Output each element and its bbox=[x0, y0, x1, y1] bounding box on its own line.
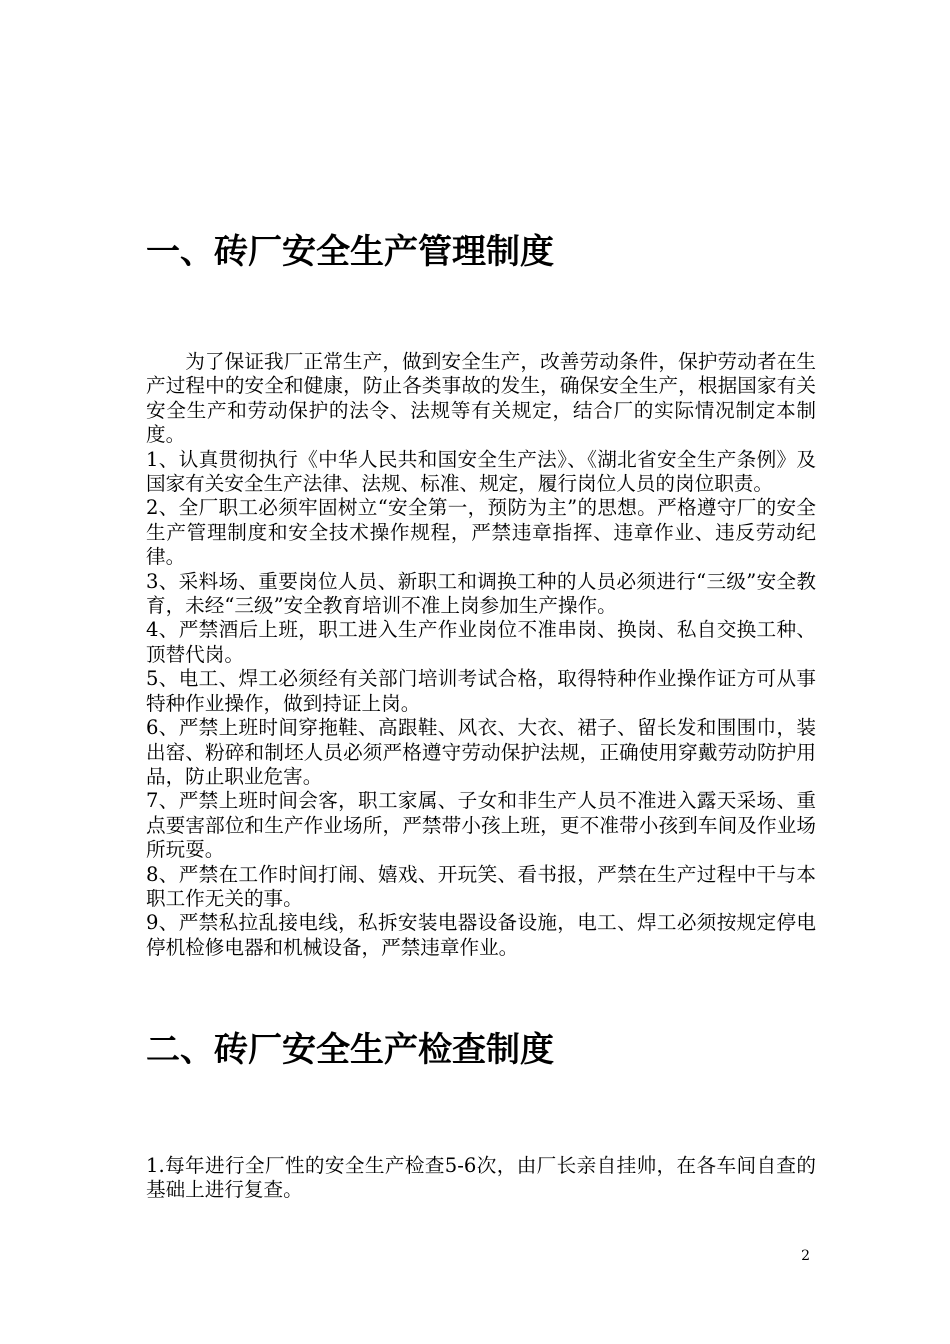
section-2-heading: 二、砖厂安全生产检查制度 bbox=[146, 1030, 554, 1070]
section-2-body bbox=[146, 1154, 816, 1203]
section-1-body bbox=[146, 350, 816, 960]
rule-item-7: 7、严禁上班时间会客，职工家属、子女和非生产人员不准进入露天采场、重点要害部位和生产作业场所，严禁带小孩上班，更不准带小孩到车间及作业场所玩耍。 bbox=[146, 789, 816, 862]
rule-item-3: 3、采料场、重要岗位人员、新职工和调换工种的人员必须进行“三级”安全教育，未经“三级”安全教育培训不准上岗参加生产操作。 bbox=[146, 569, 816, 618]
rule-item-2: 2、全厂职工必须牢固树立“安全第一，预防为主”的思想。严格遵守厂的安全生产管理制度和安全技术操作规程，严禁违章指挥、违章作业、违反劳动纪律。 bbox=[146, 496, 816, 569]
section-1-heading: 一、砖厂安全生产管理制度 bbox=[146, 232, 554, 272]
inspection-item-1: 1.每年进行全厂性的安全生产检查5-6次，由厂长亲自挂帅，在各车间自查的基础上进行复查。 bbox=[146, 1154, 816, 1202]
page-number: 2 bbox=[801, 1248, 810, 1264]
rule-item-9: 9、严禁私拉乱接电线，私拆安装电器设备设施，电工、焊工必须按规定停电停机检修电器和机械设备，严禁违章作业。 bbox=[146, 911, 816, 959]
intro-paragraph: 为了保证我厂正常生产，做到安全生产，改善劳动条件，保护劳动者在生产过程中的安全和健康，防止各类事故的发生，确保安全生产，根据国家有关安全生产和劳动保护的法令、法规等有关规定，结合厂的实际情况制定本制度。 bbox=[146, 350, 816, 447]
rule-item-8: 8、严禁在工作时间打闹、嬉戏、开玩笑、看书报，严禁在生产过程中干与本职工作无关的事。 bbox=[146, 862, 816, 910]
rule-item-6: 6、严禁上班时间穿拖鞋、高跟鞋、风衣、大衣、裙子、留长发和围围巾，装出窑、粉碎和制坯人员必须严格遵守劳动保护法规，正确使用穿戴劳动防护用品，防止职业危害。 bbox=[146, 716, 816, 788]
rule-item-1: 1、认真贯彻执行《中华人民共和国安全生产法》、《湖北省安全生产条例》及国家有关安全生产法律、法规、标准、规定，履行岗位人员的岗位职责。 bbox=[146, 447, 816, 496]
rule-item-5: 5、电工、焊工必须经有关部门培训考试合格，取得特种作业操作证方可从事特种作业操作，做到持证上岗。 bbox=[146, 667, 816, 715]
rule-item-4: 4、严禁酒后上班，职工进入生产作业岗位不准串岗、换岗、私自交换工种、顶替代岗。 bbox=[146, 618, 816, 666]
